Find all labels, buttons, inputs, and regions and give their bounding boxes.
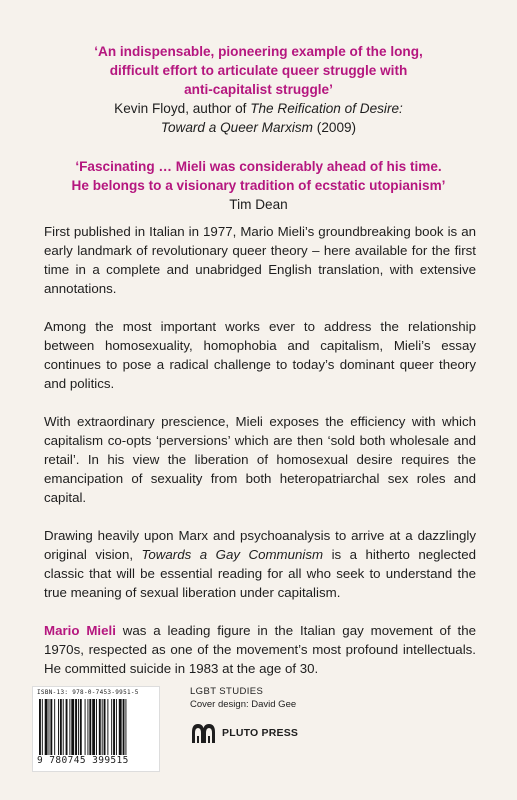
quote-attribution: Tim Dean bbox=[229, 197, 288, 212]
author-name: Mario Mieli bbox=[44, 623, 116, 638]
barcode bbox=[32, 686, 160, 772]
isbn-label: ISBN-13: 978-0-7453-9951-5 bbox=[37, 689, 139, 696]
paragraph-text: Drawing heavily upon Marx and psychoanalysis to arrive at a dazzlingly original vision, bbox=[44, 528, 476, 562]
blurb bbox=[44, 222, 476, 697]
isbn-digits: 9 780745 399515 bbox=[37, 755, 129, 766]
blurb-paragraph: Among the most important works ever to address the relationship between homosexuality, homophobia and capitalism, Mieli’s essay continues to pose a radical challenge to today’s dominant queer theory and politics. bbox=[44, 319, 476, 391]
attribution-book-title: The Reification of Desire: bbox=[250, 101, 403, 116]
bio-text: was a leading figure in the Italian gay movement of the 1970s, respected as one of the movement’s most profound intellectuals. He committed suicide in 1983 at the age of 30. bbox=[44, 623, 476, 676]
blurb-paragraph: With extraordinary prescience, Mieli exposes the efficiency with which capitalism co-opts ‘perversions’ which are then ‘sold both wholesale and retail’. In his view the liberation of homosexual desire requires the emancipation of sexuality from both heteropatriarchal sex roles and capital. bbox=[44, 414, 476, 505]
cover-credit: Cover design: David Gee bbox=[190, 699, 297, 710]
barcode-bars-icon bbox=[39, 699, 153, 755]
paragraph-text: is a hitherto neglected classic that will be essential reading for all who seek to understand the true meaning of sexual liberation under capitalism. bbox=[44, 547, 477, 600]
subject-category: LGBT STUDIES bbox=[190, 686, 264, 697]
quote-line: He belongs to a visionary tradition of ecstatic utopianism’ bbox=[71, 178, 446, 193]
quote-line: anti-capitalist struggle’ bbox=[184, 82, 333, 97]
pluto-press-logo-icon bbox=[190, 722, 218, 744]
quote-attribution bbox=[0, 118, 517, 137]
quote-line: difficult effort to articulate queer struggle with bbox=[109, 63, 408, 78]
attribution-prefix: Kevin Floyd, author of bbox=[114, 101, 251, 116]
blurb-paragraph bbox=[44, 526, 476, 602]
attribution-year: (2009) bbox=[313, 120, 357, 135]
blurb-paragraph: First published in Italian in 1977, Mario Mieli’s groundbreaking book is an early landmark of revolutionary queer theory – here available for the first time in a complete and unabridged English translation, with extensive annotations. bbox=[44, 224, 476, 296]
quote-line: ‘An indispensable, pioneering example of the long, bbox=[94, 44, 423, 59]
quote-line: ‘Fascinating … Mieli was considerably ahead of his time. bbox=[75, 159, 442, 174]
endorsements bbox=[0, 42, 517, 214]
book-title: Towards a Gay Communism bbox=[141, 547, 324, 562]
endorsement-floyd bbox=[0, 42, 517, 137]
author-bio bbox=[44, 621, 476, 678]
publisher-name: PLUTO PRESS bbox=[222, 727, 299, 739]
publisher bbox=[190, 722, 298, 744]
quote-attribution bbox=[0, 99, 517, 118]
attribution-book-subtitle: Toward a Queer Marxism bbox=[160, 120, 314, 135]
endorsement-dean bbox=[0, 157, 517, 214]
